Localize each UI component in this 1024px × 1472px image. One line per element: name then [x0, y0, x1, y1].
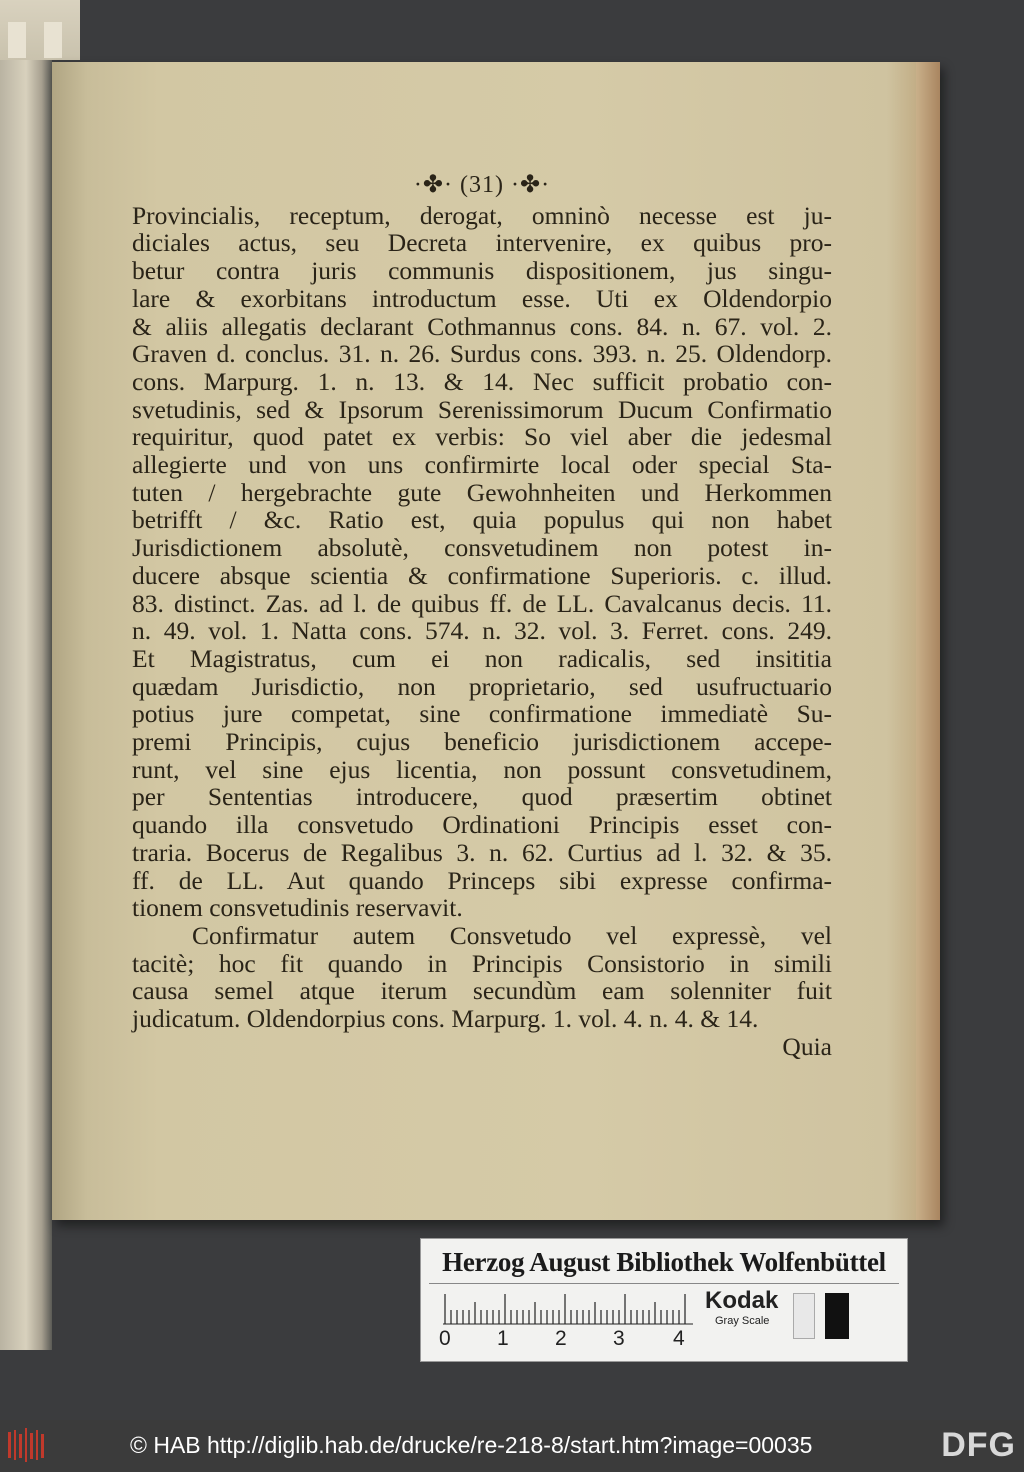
ribbon-left: [8, 22, 26, 58]
text-line: judicatum. Oldendorpius cons. Marpurg. 1. vol. 4. n. 4. & 14.: [132, 1004, 759, 1034]
ruler-digit-4: 4: [673, 1327, 685, 1350]
ruler-scale: [443, 1291, 693, 1325]
text-line: lare & exorbitans introductum esse. Uti ex Oldendorpio: [132, 283, 832, 313]
ribbon-right: [44, 22, 62, 58]
text-line: tacitè; hoc fit quando in Principis Consistorio in simili: [132, 948, 832, 978]
ruler-digit-0: 0: [439, 1327, 451, 1350]
text-line: potius jure competat, sine confirmatione immediatè Su-: [132, 699, 832, 729]
text-line: cons. Marpurg. 1. n. 13. & 14. Nec sufficit probatio con-: [132, 366, 832, 396]
text-line: allegierte und von uns confirmirte local oder special Sta-: [132, 450, 832, 480]
text-line: diciales actus, seu Decreta intervenire, ex quibus pro-: [132, 228, 832, 258]
label-divider: [429, 1283, 899, 1284]
text-line: quando illa consvetudo Ordinationi Principis esset con-: [132, 810, 832, 840]
text-line: runt, vel sine ejus licentia, non possunt consvetudinem,: [132, 754, 832, 784]
text-line: ducere absque scientia & confirmatione Superioris. c. illud.: [132, 560, 832, 590]
text-line: ff. de LL. Aut quando Princeps sibi expresse confirma-: [132, 865, 832, 895]
text-line: Confirmatur autem Consvetudo vel expressè, vel: [192, 920, 832, 950]
ruler-digit-1: 1: [497, 1327, 509, 1350]
page-number-header: ·✤· (31) ·✤·: [413, 172, 551, 198]
dfg-logo: DFG: [941, 1426, 1016, 1464]
text-line: causa semel atque iterum secundùm eam solenniter fuit: [132, 976, 832, 1006]
text-line: premi Principis, cujus beneficio jurisdictionem accepe-: [132, 727, 832, 757]
gray-scale-text: Gray Scale: [715, 1315, 770, 1327]
text-line: svetudinis, sed & Ipsorum Serenissimorum Ducum Confirmatio: [132, 394, 832, 424]
hab-barcode-icon: [8, 1428, 48, 1462]
kodak-logo-text: Kodak: [705, 1287, 779, 1314]
text-lines: [132, 202, 832, 1061]
footer-bar: [0, 1420, 1024, 1472]
facing-page-edge: [0, 40, 52, 1350]
page-fore-edge: [916, 62, 940, 1220]
text-line: Graven d. conclus. 31. n. 26. Surdus cons. 393. n. 25. Oldendorp.: [132, 339, 832, 369]
text-line: 83. distinct. Zas. ad l. de quibus ff. de LL. Cavalcanus decis. 11.: [132, 588, 832, 618]
text-line: Et Magistratus, cum ei non radicalis, sed insititia: [132, 643, 832, 673]
text-line: Quia: [782, 1031, 832, 1061]
text-line: traria. Bocerus de Regalibus 3. n. 62. Curtius ad l. 32. & 35.: [132, 837, 832, 867]
library-label: [420, 1238, 908, 1362]
ruler-digit-3: 3: [613, 1327, 625, 1350]
text-line: & aliis allegatis declarant Cothmannus cons. 84. n. 67. vol. 2.: [132, 311, 832, 341]
text-line: Jurisdictionem absolutè, consvetudinem non potest in-: [132, 533, 832, 563]
text-line: tuten / hergebrachte gute Gewohnheiten und Herkommen: [132, 477, 832, 507]
text-line: Provincialis, receptum, derogat, omninò necesse est ju-: [132, 200, 832, 230]
book-page: [52, 62, 940, 1220]
gray-swatch-black: [825, 1293, 849, 1339]
ruler-digit-2: 2: [555, 1327, 567, 1350]
text-line: requiritur, quod patet ex verbis: So viel aber die jedesmal: [132, 422, 832, 452]
gray-swatch-white: [793, 1293, 815, 1339]
text-line: betrifft / &c. Ratio est, quia populus qui non habet: [132, 505, 832, 535]
text-line: n. 49. vol. 1. Natta cons. 574. n. 32. vol. 3. Ferret. cons. 249.: [132, 616, 832, 646]
text-line: per Sententias introducere, quod præsertim obtinet: [132, 782, 832, 812]
text-line: betur contra juris communis dispositionem, jus singu-: [132, 256, 832, 286]
copyright-url[interactable]: © HAB http://diglib.hab.de/drucke/re-218-8/start.htm?image=00035: [130, 1432, 813, 1458]
page-text-block: [132, 172, 832, 1061]
facing-page-corner: [0, 0, 80, 60]
text-line: tionem consvetudinis reservavit.: [132, 893, 463, 923]
library-name: Herzog August Bibliothek Wolfenbüttel: [442, 1247, 886, 1277]
text-line: quædam Jurisdictio, non proprietario, sed usufructuario: [132, 671, 832, 701]
